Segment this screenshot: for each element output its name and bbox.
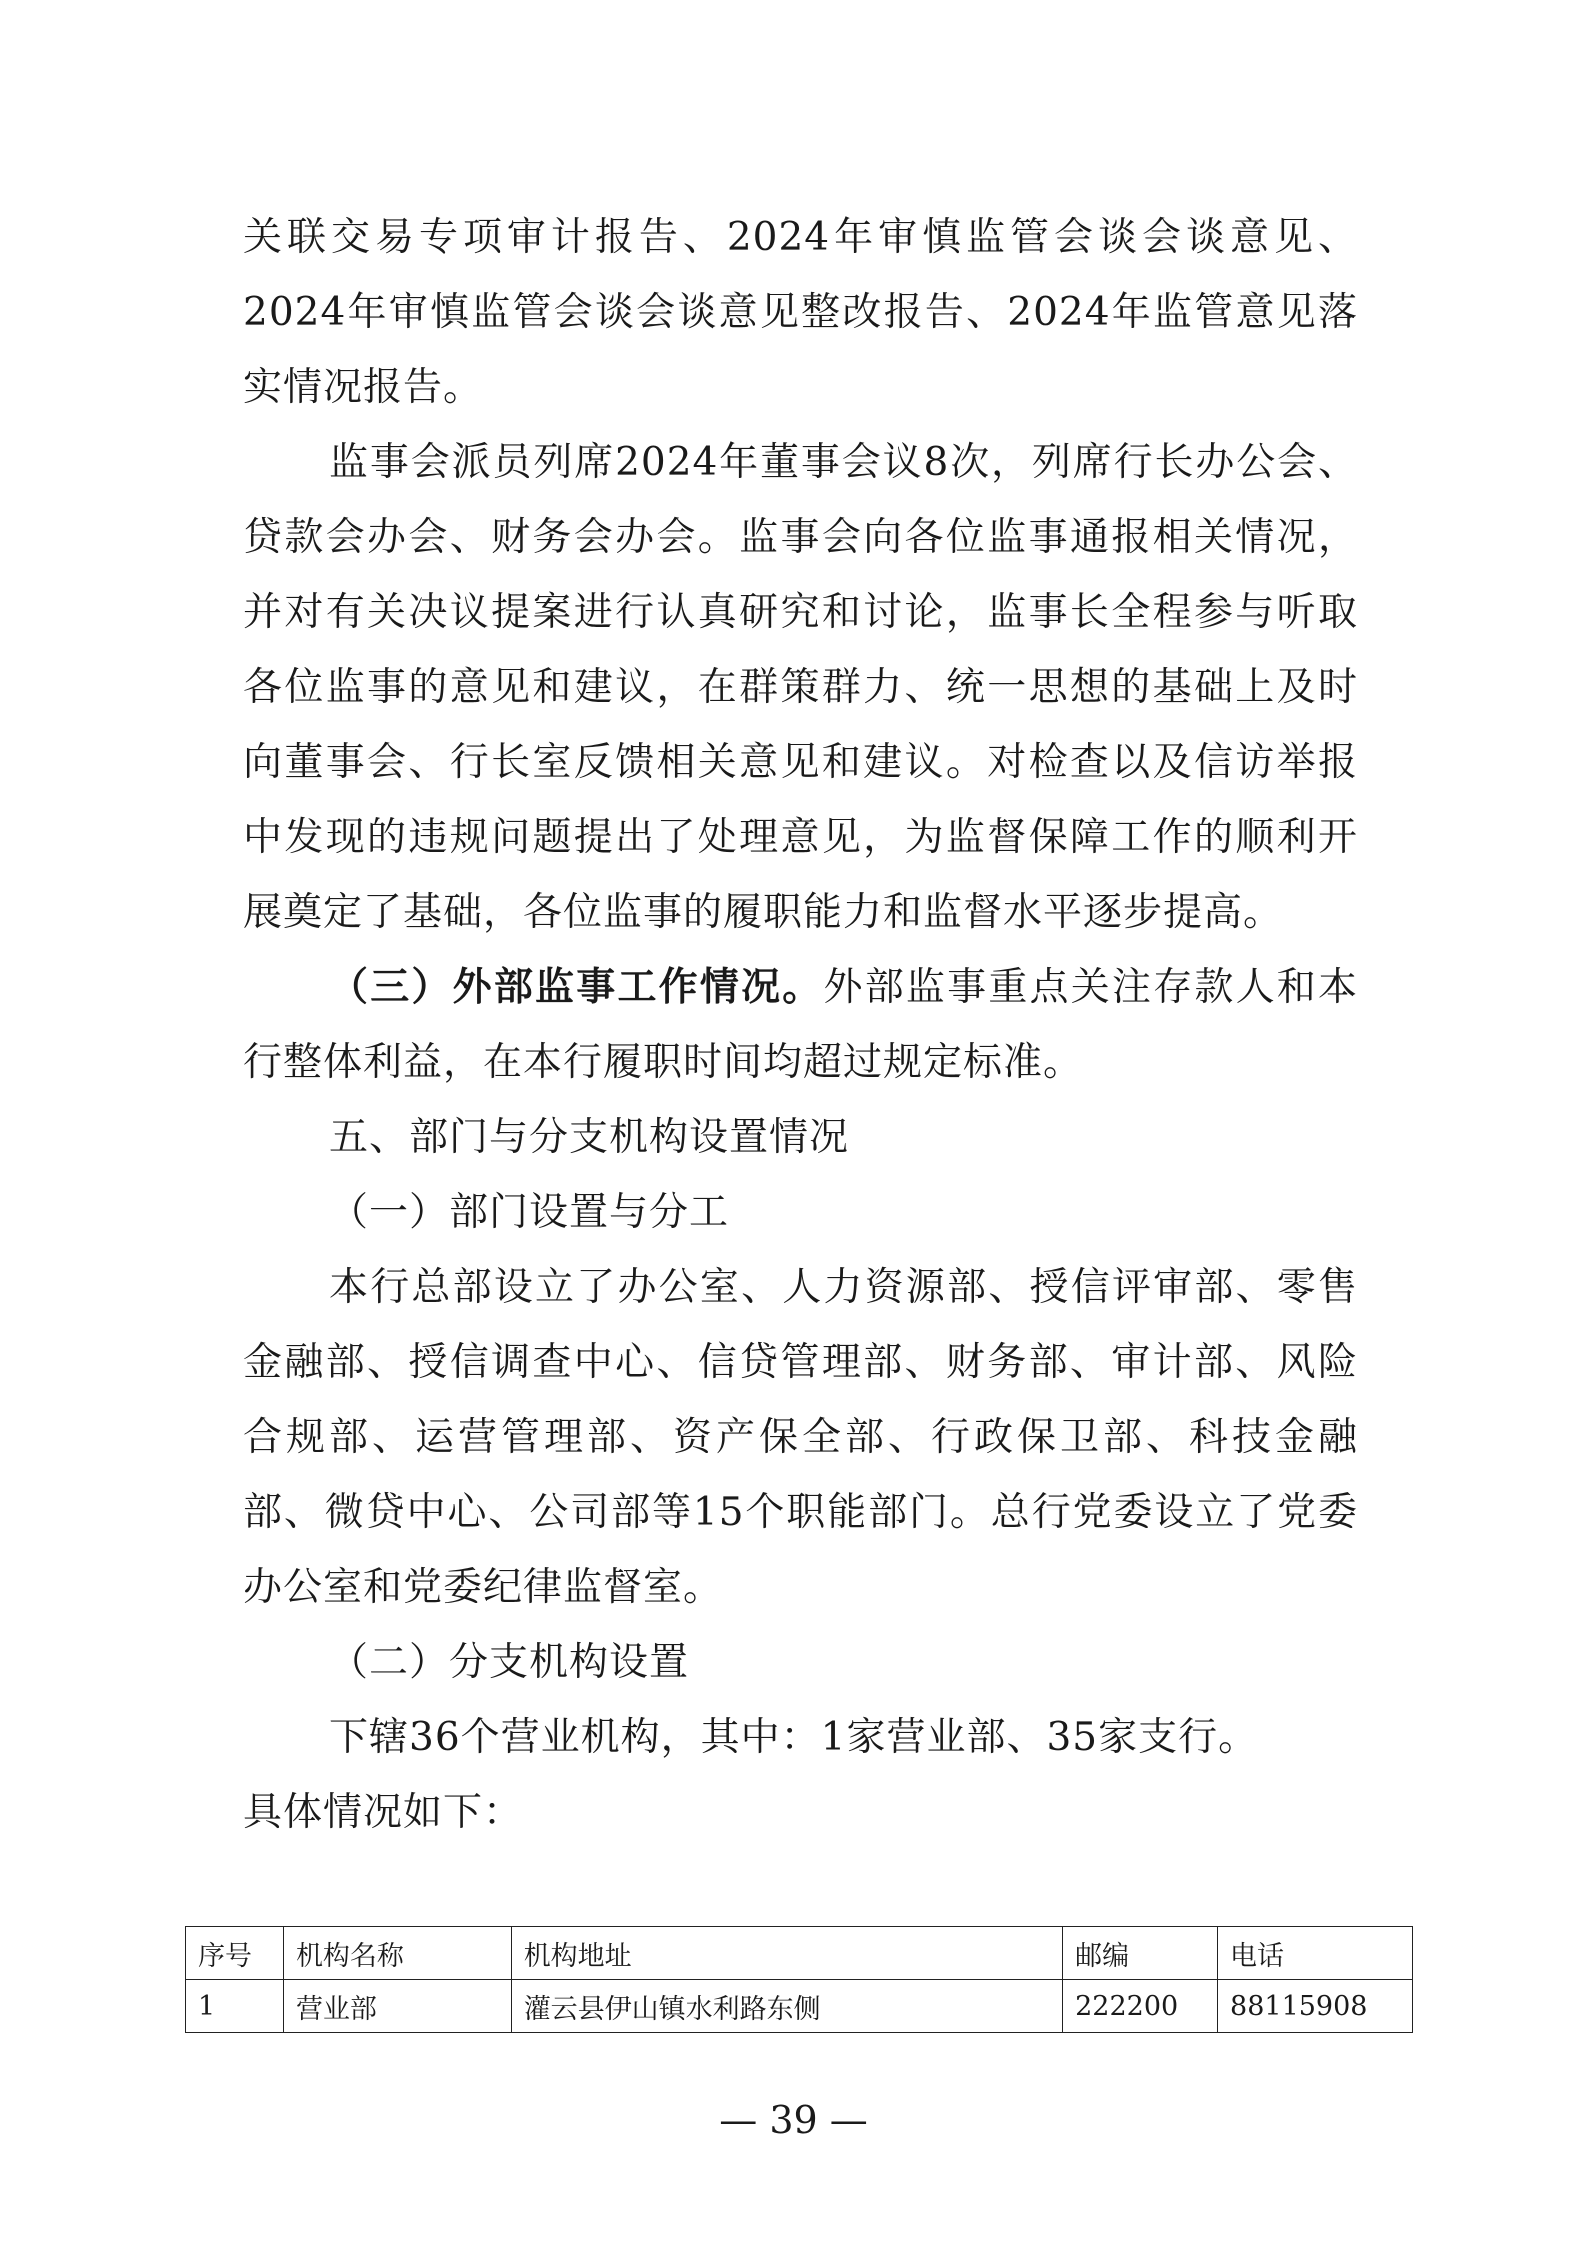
cell-phone: 88115908 [1218, 1980, 1413, 2033]
section-heading-departments-branches: 五、部门与分支机构设置情况 [329, 1115, 850, 1160]
paragraph-external-supervisors [243, 950, 1358, 1100]
column-header-address: 机构地址 [511, 1927, 1062, 1980]
branch-table [185, 1926, 1413, 2033]
paragraph-branch-count: 下辖36个营业机构，其中：1家营业部、35家支行。 [329, 1715, 1259, 1760]
cell-index: 1 [186, 1980, 284, 2033]
subsection-heading-branches: （二）分支机构设置 [329, 1640, 690, 1685]
column-header-postcode: 邮编 [1063, 1927, 1218, 1980]
subsection-heading-departments: （一）部门设置与分工 [329, 1190, 730, 1235]
section-heading-external-supervisors: （三）外部监事工作情况。 [329, 964, 824, 1010]
column-header-phone: 电话 [1218, 1927, 1413, 1980]
table-header-row [186, 1927, 1413, 1980]
cell-address: 灌云县伊山镇水利路东侧 [511, 1980, 1062, 2033]
paragraph-details-intro: 具体情况如下： [243, 1790, 524, 1835]
paragraph-supervisory-attendance: 监事会派员列席2024年董事会议8次，列席行长办公会、贷款会办会、财务会办会。监事会向各位监事通报相关情况，并对有关决议提案进行认真研究和讨论，监事长全程参与听取各位监事的意见和建议，在群策群力、统一思想的基础上及时向董事会、行长室反馈相关意见和建议。对检查以及信访举报中发现的违规问题提出了处理意见，为监督保障工作的顺利开展奠定了基础，各位监事的履职能力和监督水平逐步提高。 [243, 440, 1358, 935]
column-header-name: 机构名称 [283, 1927, 511, 1980]
cell-postcode: 222200 [1063, 1980, 1218, 2033]
branch-table-wrapper [185, 1926, 1413, 2033]
paragraph-departments: 本行总部设立了办公室、人力资源部、授信评审部、零售金融部、授信调查中心、信贷管理部、财务部、审计部、风险合规部、运营管理部、资产保全部、行政保卫部、科技金融部、微贷中心、公司部等15个职能部门。总行党委设立了党委办公室和党委纪律监督室。 [243, 1265, 1358, 1610]
section-body-external-supervisors: 外部监事重点关注存款人和本行整体利益，在本行履职时间均超过规定标准。 [243, 965, 1358, 1085]
page-number: — 39 — [719, 2098, 868, 2142]
column-header-index: 序号 [186, 1927, 284, 1980]
paragraph-report-list: 关联交易专项审计报告、2024年审慎监管会谈会谈意见、2024年审慎监管会谈会谈意见整改报告、2024年监管意见落实情况报告。 [243, 215, 1358, 410]
table-row [186, 1980, 1413, 2033]
cell-name: 营业部 [283, 1980, 511, 2033]
document-body [243, 200, 1358, 1850]
